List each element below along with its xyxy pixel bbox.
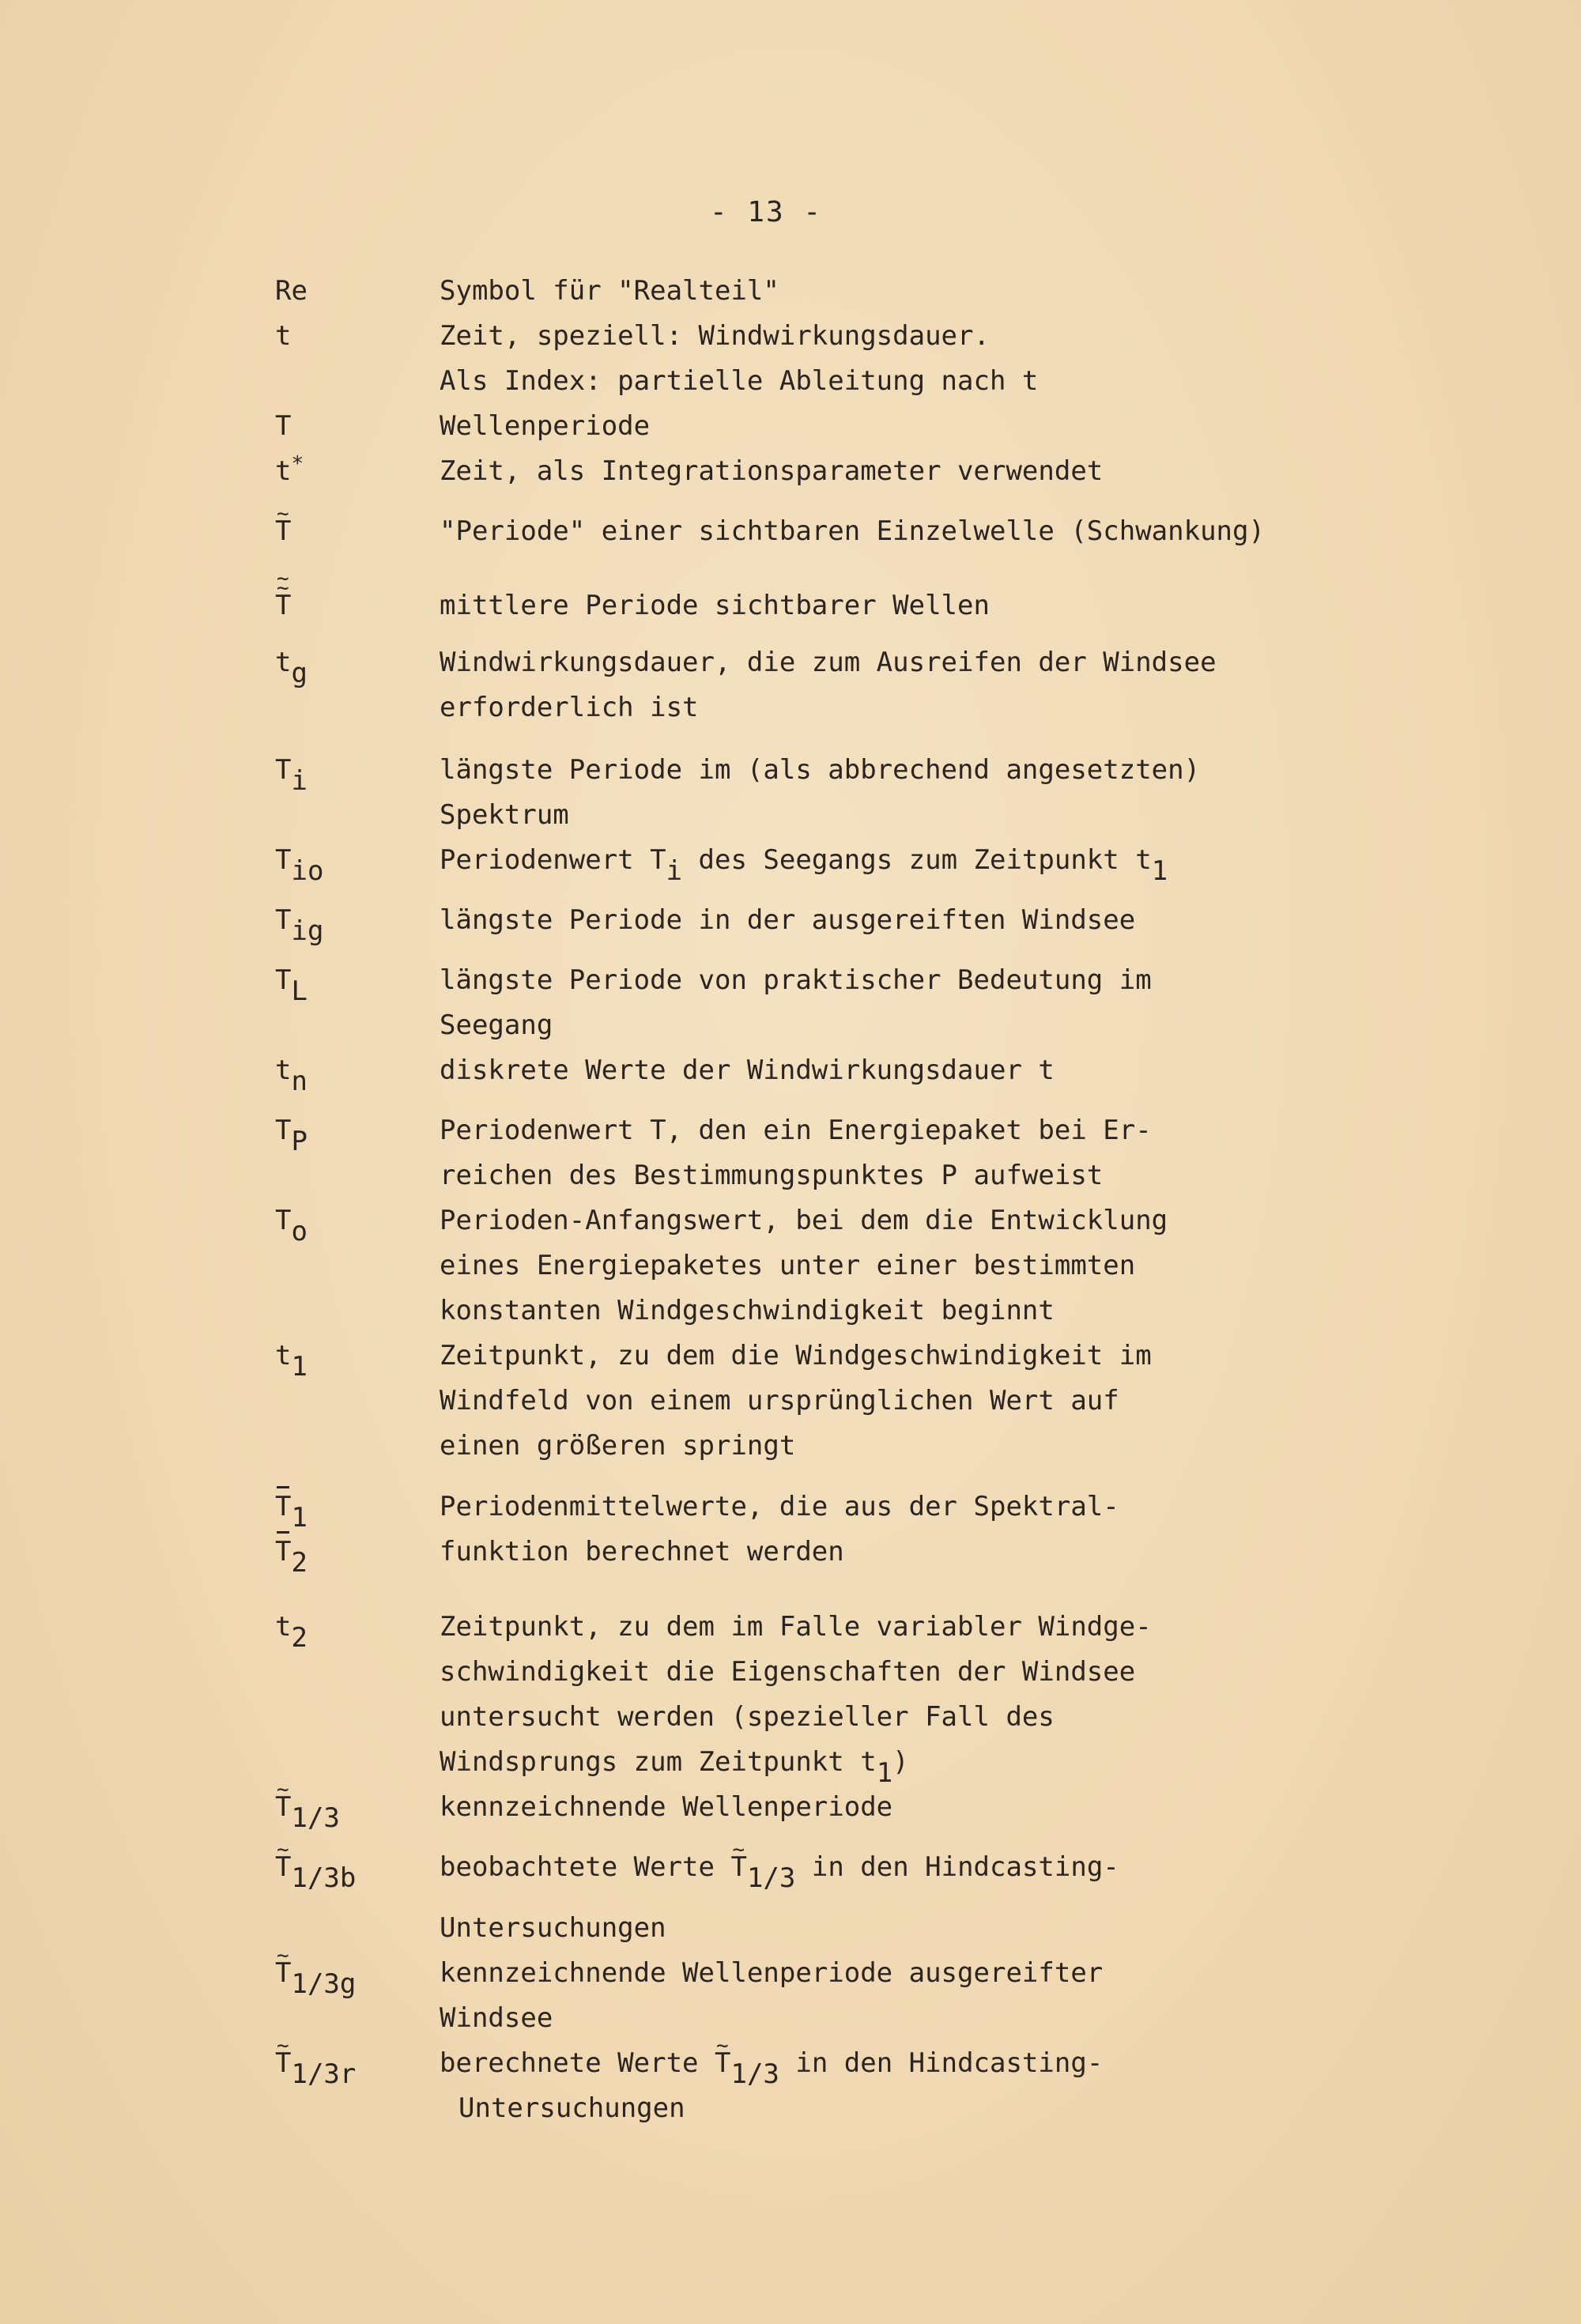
definition-line: untersucht werden (spezieller Fall des xyxy=(440,1701,1055,1733)
definition xyxy=(440,509,1467,554)
symbol: ~ $T_{1/3}$ xyxy=(275,1785,340,1830)
definition-line: Zeit, speziell: Windwirkungsdauer. xyxy=(440,320,990,352)
definition-line: kennzeichnende Wellenperiode ausgereifter xyxy=(440,1957,1104,1989)
symbol: t xyxy=(275,320,292,352)
symbol: ~ T ~ xyxy=(275,583,291,628)
definition-line: längste Periode von praktischer Bedeutung im xyxy=(440,964,1152,996)
definition-line: Untersuchungen xyxy=(458,2092,685,2124)
symbol: $T_i$ xyxy=(275,754,308,797)
definition-line: Windsee xyxy=(440,2002,553,2034)
definition-line: einen größeren springt xyxy=(440,1430,796,1462)
definition-line: konstanten Windgeschwindigkeit beginnt xyxy=(440,1295,1055,1326)
definition xyxy=(440,1108,1467,1198)
definition xyxy=(440,838,1467,887)
symbol: ~ T xyxy=(275,509,291,554)
definition-line: Seegang xyxy=(440,1009,553,1041)
symbol: $t_n$ xyxy=(275,1054,308,1097)
symbol: $t_1$ xyxy=(275,1340,308,1383)
symbol: $T_L$ xyxy=(275,964,308,1007)
definition xyxy=(440,898,1467,943)
definition xyxy=(440,1951,1467,2041)
symbol: Re xyxy=(275,275,308,307)
definition xyxy=(440,314,1467,404)
definition-line: Windsprungs zum Zeitpunkt $t_1$) xyxy=(440,1746,909,1789)
symbol: $T_{io}$ xyxy=(275,844,324,887)
definition-line: Windwirkungsdauer, die zum Ausreifen der Windsee xyxy=(440,647,1217,678)
definition xyxy=(440,449,1467,494)
definition-line: Spektrum xyxy=(440,799,569,831)
symbol: $T_1$ xyxy=(275,1485,308,1530)
definition-line: Zeit, als Integrationsparameter verwendet xyxy=(440,455,1104,487)
definition xyxy=(440,958,1467,1048)
definition-line: beobachtete Werte ~ $T_{1/3}$ in den Hindcasting- xyxy=(440,1845,1467,1890)
definition-line: erforderlich ist xyxy=(440,692,699,723)
symbol: t* xyxy=(275,452,304,487)
definition xyxy=(440,583,1467,628)
definition xyxy=(440,640,1467,730)
definition xyxy=(440,1605,1467,1789)
definition-line: eines Energiepaketes unter einer bestimmten xyxy=(440,1250,1136,1281)
definition-line: Als Index: partielle Ableitung nach t xyxy=(440,365,1039,397)
definition xyxy=(440,1530,1467,1575)
definition-line: Periodenmittelwerte, die aus der Spektral- xyxy=(440,1491,1119,1522)
definition xyxy=(440,1785,1467,1830)
definition-line: "Periode" einer sichtbaren Einzelwelle (Schwankung) xyxy=(440,515,1265,547)
symbol: $T_2$ xyxy=(275,1530,308,1575)
symbol: $T_o$ xyxy=(275,1205,308,1247)
definition-line: reichen des Bestimmungspunktes P aufweist xyxy=(440,1160,1104,1191)
definition-line: Periodenwert T, den ein Energiepaket bei Er- xyxy=(440,1115,1152,1146)
definition-line: kennzeichnende Wellenperiode xyxy=(440,1791,893,1823)
definition-line: Untersuchungen xyxy=(440,1912,666,1944)
definition xyxy=(440,1334,1467,1469)
definition xyxy=(440,1845,1467,1951)
symbol: ~ $T_{1/3g}$ xyxy=(275,1951,356,1996)
definition xyxy=(440,748,1467,838)
definition-line: Periodenwert $T_i$ des Seegangs zum Zeitpunkt $t_1$ xyxy=(440,844,1168,887)
definition xyxy=(440,1485,1467,1530)
definition xyxy=(440,1048,1467,1093)
definition-line: funktion berechnet werden xyxy=(440,1536,844,1568)
symbol: $t_g$ xyxy=(275,647,308,689)
definition-line: Windfeld von einem ursprünglichen Wert auf xyxy=(440,1385,1119,1417)
definition-line: schwindigkeit die Eigenschaften der Windsee xyxy=(440,1656,1136,1688)
definition-line: diskrete Werte der Windwirkungsdauer t xyxy=(440,1054,1055,1086)
symbol: $T_P$ xyxy=(275,1115,308,1157)
definition-line: mittlere Periode sichtbarer Wellen xyxy=(440,590,990,621)
definition-line: Perioden-Anfangswert, bei dem die Entwicklung xyxy=(440,1205,1168,1236)
definition-line: Symbol für "Realteil" xyxy=(440,275,779,307)
symbol: $t_2$ xyxy=(275,1611,308,1654)
definition-line: längste Periode in der ausgereiften Windsee xyxy=(440,904,1136,936)
definition xyxy=(440,404,1467,449)
definition-line: längste Periode im (als abbrechend angesetzten) xyxy=(440,754,1201,786)
definition xyxy=(440,269,1467,314)
definition-line: Wellenperiode xyxy=(440,410,651,442)
symbol: ~ $T_{1/3b}$ xyxy=(275,1845,356,1890)
definition xyxy=(440,1198,1467,1334)
symbol: $T_{ig}$ xyxy=(275,904,324,947)
page-number: - 13 - xyxy=(710,196,823,228)
definition-line: Zeitpunkt, zu dem die Windgeschwindigkeit im xyxy=(440,1340,1152,1371)
definition-line: berechnete Werte ~ $T_{1/3}$ in den Hindcasting- xyxy=(440,2041,1467,2086)
definition xyxy=(440,2041,1467,2131)
symbol: ~ $T_{1/3r}$ xyxy=(275,2041,356,2086)
symbol: T xyxy=(275,410,292,442)
definition-line: Zeitpunkt, zu dem im Falle variabler Windge- xyxy=(440,1611,1152,1643)
